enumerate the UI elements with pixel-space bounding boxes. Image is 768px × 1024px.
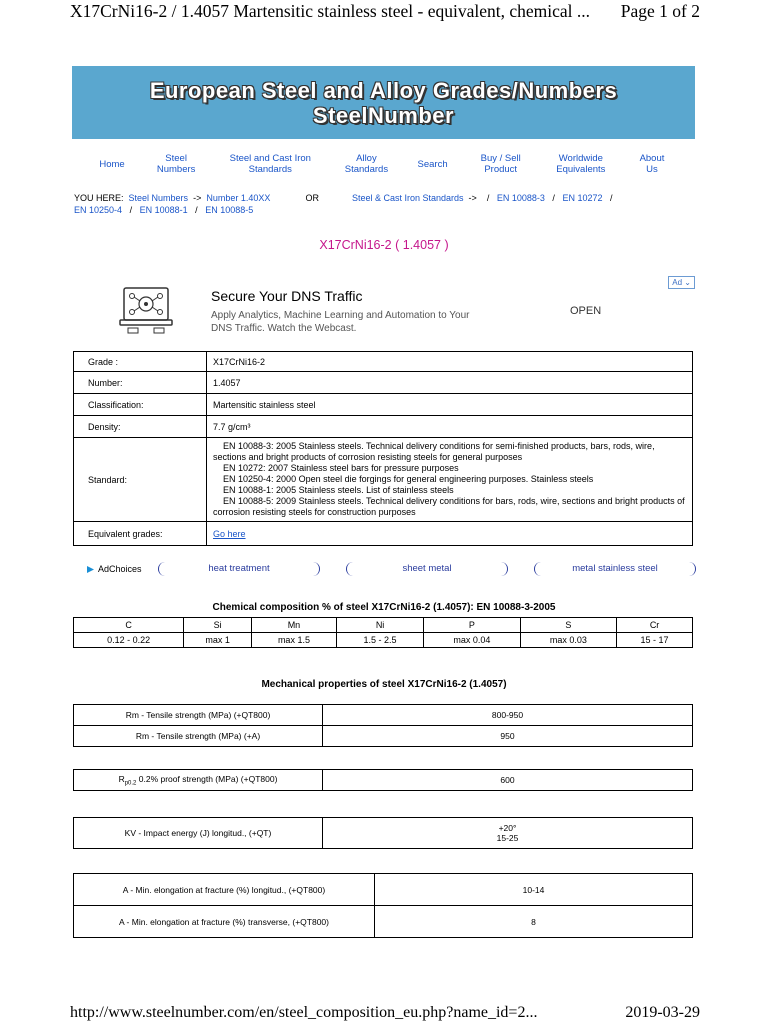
network-security-icon	[118, 286, 174, 334]
standard-label: Standard:	[74, 438, 207, 522]
crumb-en-10250-4[interactable]: EN 10250-4	[74, 205, 123, 215]
banner-line-1: European Steel and Alloy Grades/Numbers	[149, 77, 618, 103]
standard-item: EN 10250-4: 2000 Open steel die forgings for general engineering purposes. Stainless steels	[223, 474, 594, 484]
tensile-table	[73, 704, 693, 747]
nav-buy-sell[interactable]: Buy / Sell Product	[480, 153, 521, 175]
equivalent-cell	[207, 522, 693, 546]
standard-item: EN 10272: 2007 Stainless steel bars for pressure purposes	[223, 463, 459, 473]
nav-worldwide-equivalents[interactable]: Worldwide Equivalents	[556, 153, 606, 175]
ad-pill-heat-treatment[interactable]: heat treatment	[158, 562, 320, 576]
nav-about[interactable]: About Us	[639, 153, 665, 175]
adchoices-row	[86, 562, 696, 578]
crumb-arrow: ->	[468, 193, 477, 203]
print-date: 2019-03-29	[625, 1004, 700, 1021]
ad-pill-sheet-metal[interactable]: sheet metal	[346, 562, 508, 576]
nav-search[interactable]: Search	[417, 158, 448, 170]
crumb-sep: /	[610, 193, 613, 203]
table-row	[74, 633, 693, 648]
nav-steel-numbers[interactable]: Steel Numbers	[156, 153, 196, 175]
ad-pill-metal-stainless-steel[interactable]: metal stainless steel	[534, 562, 696, 576]
composition-value: 1.5 - 2.5	[336, 633, 423, 648]
composition-value: max 0.03	[520, 633, 616, 648]
composition-value: max 1.5	[251, 633, 336, 648]
table-row	[74, 522, 693, 546]
crumb-en-10088-3[interactable]: EN 10088-3	[496, 193, 545, 203]
crumb-sep: /	[486, 193, 490, 203]
table-row	[74, 705, 693, 726]
standard-item: EN 10088-1: 2005 Stainless steels. List of stainless steels	[223, 485, 454, 495]
table-row	[74, 906, 693, 938]
composition-title: Chemical composition % of steel X17CrNi16-2 (1.4057): EN 10088-3-2005	[212, 602, 556, 613]
ad-open-button[interactable]: OPEN	[570, 305, 602, 317]
nav-alloy-standards[interactable]: Alloy Standards	[344, 153, 389, 175]
standard-item: EN 10088-3: 2005 Stainless steels. Technical delivery conditions for semi-finished products, bars, rods, wire, sections and bright products of corrosion resisting steels for general purposes	[213, 441, 655, 462]
main-nav	[92, 152, 672, 176]
print-footer	[70, 1004, 700, 1022]
adchoices-link[interactable]	[86, 564, 142, 574]
table-row	[74, 372, 693, 394]
composition-table	[73, 617, 693, 648]
table-row	[74, 416, 693, 438]
adchoices-icon	[86, 565, 95, 574]
property-value: 600	[323, 770, 693, 791]
composition-header: C	[74, 618, 184, 633]
classification-label: Classification:	[74, 394, 207, 416]
composition-value: 15 - 17	[617, 633, 693, 648]
table-row	[74, 818, 693, 849]
table-row	[74, 874, 693, 906]
standard-list	[207, 438, 693, 522]
nav-standards[interactable]: Steel and Cast Iron Standards	[229, 153, 311, 175]
property-name: $R_{p0.2}$ 0.2% proof strength (MPa) (+QT800)	[74, 770, 323, 791]
equivalent-label: Equivalent grades:	[74, 522, 207, 546]
property-name: Rm - Tensile strength (MPa) (+A)	[74, 726, 323, 747]
crumb-or: OR	[305, 193, 319, 203]
site-banner[interactable]	[72, 66, 695, 139]
ad-block[interactable]	[72, 276, 695, 342]
property-value: +20° 15-25	[323, 818, 693, 849]
table-row	[74, 770, 693, 791]
composition-value: 0.12 - 0.22	[74, 633, 184, 648]
crumb-steel-numbers[interactable]: Steel Numbers	[128, 193, 189, 203]
composition-header: Cr	[617, 618, 693, 633]
grade-value: X17CrNi16-2	[207, 352, 693, 372]
composition-header: Ni	[336, 618, 423, 633]
table-row	[74, 726, 693, 747]
composition-header: Mn	[251, 618, 336, 633]
property-name: Rm - Tensile strength (MPa) (+QT800)	[74, 705, 323, 726]
mechanical-title: Mechanical properties of steel X17CrNi16-2 (1.4057)	[261, 679, 507, 690]
table-row	[74, 438, 693, 522]
ad-badge[interactable]: Ad ⌄	[668, 276, 695, 289]
breadcrumb	[74, 192, 694, 216]
grade-title: X17CrNi16-2 ( 1.4057 )	[319, 238, 449, 252]
crumb-en-10088-1[interactable]: EN 10088-1	[139, 205, 188, 215]
print-url: http://www.steelnumber.com/en/steel_composition_eu.php?name_id=2...	[70, 1004, 538, 1021]
composition-header: P	[424, 618, 520, 633]
number-value: 1.4057	[207, 372, 693, 394]
impact-table	[73, 817, 693, 849]
print-page-number: Page 1 of 2	[620, 1, 700, 21]
density-value: 7.7 g/cm³	[207, 416, 693, 438]
you-here-label: YOU HERE:	[74, 193, 124, 203]
crumb-sep: /	[129, 205, 133, 215]
nav-home[interactable]: Home	[99, 158, 125, 170]
composition-value: max 0.04	[424, 633, 520, 648]
crumb-standards[interactable]: Steel & Cast Iron Standards	[351, 193, 464, 203]
property-value: 10-14	[375, 874, 693, 906]
adchoices-label: AdChoices	[98, 564, 142, 574]
grade-info-table	[73, 351, 693, 546]
proof-strength-table	[73, 769, 693, 791]
crumb-sep: /	[195, 205, 198, 215]
number-label: Number:	[74, 372, 207, 394]
property-value: 800-950	[323, 705, 693, 726]
ad-text: Apply Analytics, Machine Learning and Automation to Your DNS Traffic. Watch the Webcast.	[211, 310, 470, 334]
table-row	[74, 618, 693, 633]
elongation-table	[73, 873, 693, 938]
standard-item: EN 10088-5: 2009 Stainless steels. Technical delivery conditions for bars, rods, wire, sections and bright products of corrosion resisting steels for construction purposes	[213, 496, 685, 517]
property-name: A - Min. elongation at fracture (%) transverse, (+QT800)	[74, 906, 375, 938]
crumb-en-10088-5[interactable]: EN 10088-5	[205, 205, 254, 215]
ad-title[interactable]: Secure Your DNS Traffic	[211, 288, 363, 304]
density-label: Density:	[74, 416, 207, 438]
composition-value: max 1	[184, 633, 252, 648]
go-here-link[interactable]: Go here	[213, 528, 246, 539]
crumb-en-10272[interactable]: EN 10272	[562, 193, 603, 203]
print-header	[70, 0, 700, 22]
composition-header: Si	[184, 618, 252, 633]
crumb-number[interactable]: Number 1.40XX	[206, 193, 271, 203]
table-row	[74, 352, 693, 372]
crumb-arrow: ->	[193, 193, 202, 203]
composition-header: S	[520, 618, 616, 633]
property-name: A - Min. elongation at fracture (%) longitud., (+QT800)	[74, 874, 375, 906]
grade-label: Grade :	[74, 352, 207, 372]
property-value: 950	[323, 726, 693, 747]
property-name: KV - Impact energy (J) longitud., (+QT)	[74, 818, 323, 849]
property-value: 8	[375, 906, 693, 938]
classification-value: Martensitic stainless steel	[207, 394, 693, 416]
table-row	[74, 394, 693, 416]
banner-line-2: SteelNumber	[312, 102, 455, 128]
crumb-sep: /	[552, 193, 555, 203]
print-title: X17CrNi16-2 / 1.4057 Martensitic stainless steel - equivalent, chemical ...	[70, 1, 591, 21]
